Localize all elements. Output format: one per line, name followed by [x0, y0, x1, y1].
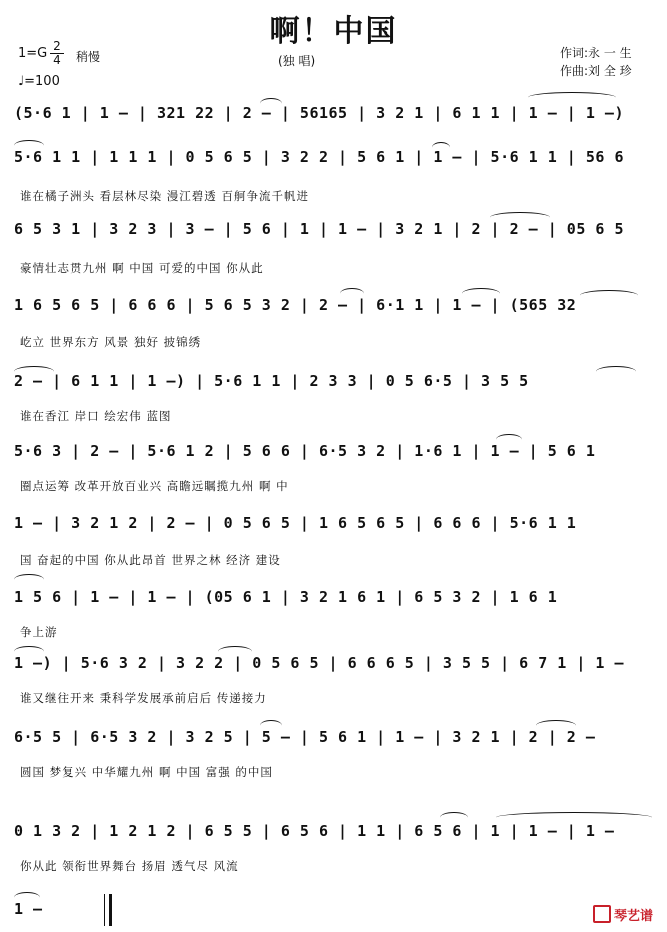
- slur: [260, 98, 282, 109]
- slur: [14, 140, 44, 151]
- slur: [14, 892, 40, 903]
- slur: [218, 646, 252, 657]
- slur: [260, 720, 282, 731]
- lyricist-credit: 作词:永 一 生: [560, 46, 632, 60]
- lyrics-row-7: 国 奋起的中国 你从此昂首 世界之林 经济 建设: [20, 553, 281, 567]
- slur: [490, 212, 550, 223]
- notation-row-11: 0 1 3 2 | 1 2 1 2 | 6 5 5 | 6 5 6 | 1 1 | 6 5 6 | 1 | 1 – | 1 –: [14, 822, 615, 840]
- slur: [528, 92, 616, 103]
- notation-row-6: 5·6 3 | 2 – | 5·6 1 2 | 5 6 6 | 6·5 3 2 | 1·6 1 | 1 – | 5 6 1: [14, 442, 596, 460]
- lyrics-row-10: 圆国 梦复兴 中华耀九州 啊 中国 富强 的中国: [20, 765, 273, 779]
- slur: [14, 366, 54, 377]
- lyrics-row-4: 屹立 世界东方 风景 独好 披锦绣: [20, 335, 202, 349]
- slur: [14, 574, 44, 585]
- slur: [536, 720, 576, 731]
- notation-row-3: 6 5 3 1 | 3 2 3 | 3 – | 5 6 | 1 | 1 – | 3 2 1 | 2 | 2 – | 05 6 5: [14, 220, 624, 238]
- notation-row-10: 6·5 5 | 6·5 3 2 | 3 2 5 | 5 – | 5 6 1 | 1 – | 3 2 1 | 2 | 2 –: [14, 728, 596, 746]
- time-signature-top: 2: [53, 39, 61, 53]
- lyrics-row-3: 豪情壮志贯九州 啊 中国 可爱的中国 你从此: [20, 261, 264, 275]
- performance-note: (独 唱): [278, 54, 316, 68]
- song-title: 啊！中国: [269, 14, 398, 49]
- slur: [496, 812, 652, 823]
- key-signature: 1=G: [18, 46, 48, 61]
- watermark-logo: [593, 905, 653, 924]
- final-barline: [104, 894, 112, 926]
- tempo-mark: ♩=100: [18, 74, 60, 89]
- notation-row-1: (5·6 1 | 1 – | 321 22 | 2 – | 56165 | 3 2 1 | 6 1 1 | 1 – | 1 –): [14, 104, 624, 122]
- notation-row-5: 2 – | 6 1 1 | 1 –) | 5·6 1 1 | 2 3 3 | 0 5 6·5 | 3 5 5: [14, 372, 529, 390]
- tempo-word: 稍慢: [76, 50, 101, 64]
- lyrics-row-11: 你从此 领衔世界舞台 扬眉 透气尽 风流: [20, 859, 239, 873]
- slur: [462, 288, 500, 299]
- slur: [580, 290, 638, 301]
- notation-row-7: 1 – | 3 2 1 2 | 2 – | 0 5 6 5 | 1 6 5 6 5 | 6 6 6 | 5·6 1 1: [14, 514, 577, 532]
- lyrics-row-6: 圈点运筹 改革开放百业兴 高瞻远瞩揽九州 啊 中: [20, 479, 289, 493]
- lyrics-row-5: 谁在香江 岸口 绘宏伟 蓝图: [20, 409, 172, 423]
- slur: [496, 434, 522, 445]
- notation-row-12: 1 –: [14, 900, 43, 918]
- slur: [432, 142, 450, 153]
- notation-row-2: 5·6 1 1 | 1 1 1 | 0 5 6 5 | 3 2 2 | 5 6 1 | 1 – | 5·6 1 1 | 56 6: [14, 148, 624, 166]
- lyrics-row-2: 谁在橘子洲头 看层林尽染 漫江碧透 百舸争流千帆进: [20, 189, 309, 203]
- lyrics-row-9: 谁又继往开来 秉科学发展承前启后 传递接力: [20, 691, 267, 705]
- time-signature-bottom: 4: [50, 53, 64, 67]
- notation-row-4: 1 6 5 6 5 | 6 6 6 | 5 6 5 3 2 | 2 – | 6·1 1 | 1 – | (565 32: [14, 296, 577, 314]
- slur: [596, 366, 636, 377]
- time-signature: [50, 40, 64, 67]
- watermark-text: 琴艺谱: [613, 909, 653, 924]
- notation-row-8: 1 5 6 | 1 – | 1 – | (05 6 1 | 3 2 1 6 1 | 6 5 3 2 | 1 6 1: [14, 588, 558, 606]
- slur: [440, 812, 468, 823]
- notation-row-9: 1 –) | 5·6 3 2 | 3 2 2 | 0 5 6 5 | 6 6 6 5 | 3 5 5 | 6 7 1 | 1 –: [14, 654, 624, 672]
- qinyipu-logo-icon: [593, 905, 611, 923]
- lyrics-row-8: 争上游: [20, 625, 58, 639]
- composer-credit: 作曲:刘 全 珍: [560, 64, 632, 78]
- slur: [14, 646, 44, 657]
- slur: [340, 288, 364, 299]
